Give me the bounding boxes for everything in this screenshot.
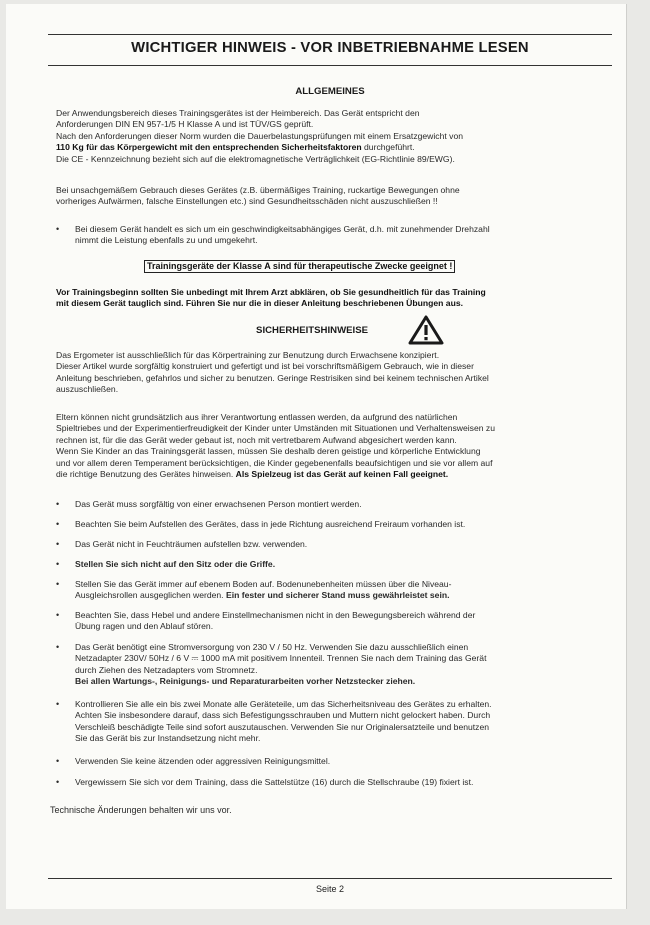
text-line: Anleitung beschrieben, gefahrlos und sicher zu benutzen. Geringe Restrisiken sind bei keinem technischen Artikel xyxy=(56,372,489,383)
bullet-marker: • xyxy=(56,699,60,709)
closing-note: Technische Änderungen behalten wir uns vor. xyxy=(50,805,232,815)
safety-paragraph-1 xyxy=(56,350,612,396)
text-line: durch Ziehen des Netzadapters vom Stromnetz. xyxy=(75,664,258,675)
bold-text: mit diesem Gerät tauglich sind. Führen Sie nur die in dieser Anleitung beschriebenen Übungen aus. xyxy=(56,298,464,309)
bullet-marker: • xyxy=(56,224,60,234)
section-heading-general: ALLGEMEINES xyxy=(295,86,365,97)
text-line: Beachten Sie beim Aufstellen des Gerätes, dass in jede Richtung ausreichend Freiraum vorhanden ist. xyxy=(75,519,466,529)
text-line: Bei unsachgemäßem Gebrauch dieses Gerätes (z.B. übermäßiges Training, ruckartige Bewegungen ohne xyxy=(56,185,460,195)
bullet-marker: • xyxy=(56,519,60,529)
section-heading-safety: SICHERHEITSHINWEISE xyxy=(256,325,368,336)
text-line: Das Ergometer ist ausschließlich für das Körpertraining zur Benutzung durch Erwachsene konzipiert. xyxy=(56,350,440,360)
text-line: Das Gerät muss sorgfältig von einer erwachsenen Person montiert werden. xyxy=(75,499,362,509)
text-span: Ausgleichsrollen ausgeglichen werden. xyxy=(75,590,226,601)
general-paragraph-3 xyxy=(56,287,612,310)
document-page xyxy=(6,4,626,909)
text-line xyxy=(56,287,612,298)
bullet-marker: • xyxy=(56,559,60,569)
text-line: Nach den Anforderungen dieser Norm wurden die Dauerbelastungsprüfungen mit einem Ersatzgewicht von xyxy=(56,130,464,141)
text-line: Das Gerät nicht in Feuchträumen aufstellen bzw. verwenden. xyxy=(75,539,308,549)
text-line: Achten Sie insbesondere darauf, dass sich Befestigungsschrauben und Muttern nicht gelockert haben. Durch xyxy=(75,710,491,721)
text-line: nimmt die Leistung ebenfalls zu und umgekehrt. xyxy=(75,235,258,246)
bullet-marker: • xyxy=(56,642,60,652)
text-line xyxy=(75,559,615,570)
text-line xyxy=(56,142,612,153)
text-line xyxy=(56,298,612,309)
text-line: Die CE - Kennzeichnung bezieht sich auf die elektromagnetische Verträglichkeit (EG-Richtlinie 89/EWG). xyxy=(56,153,455,164)
general-paragraph-1 xyxy=(56,108,612,165)
text-line: auszuschließen. xyxy=(56,384,119,395)
text-line: und vor allem deren Temperament berücksichtigen, die Kinder gegebenenfalls beaufsichtigen und sie vor allem auf xyxy=(56,457,493,468)
text-line: Das Gerät benötigt eine Stromversorgung von 230 V / 50 Hz. Verwenden Sie dazu ausschließlich einen xyxy=(75,642,469,652)
page-title: WICHTIGER HINWEIS - VOR INBETRIEBNAHME LESEN xyxy=(131,40,529,56)
bullet-marker: • xyxy=(56,539,60,549)
text-line: Anforderungen DIN EN 957-1/5 H Klasse A und ist TÜV/GS geprüft. xyxy=(56,119,314,130)
text-line xyxy=(75,676,615,687)
text-line: Stellen Sie das Gerät immer auf ebenem Boden auf. Bodenunebenheiten müssen über die Niveau- xyxy=(75,579,452,589)
text-line: Übung ragen und den Ablauf stören. xyxy=(75,621,214,632)
text-line: Verschleiß beschädigte Teile sind sofort auszutauschen. Verwenden Sie nur Originalersatzteile und benutzen xyxy=(75,721,490,732)
bullet-marker: • xyxy=(56,499,60,509)
bold-text: Stellen Sie sich nicht auf den Sitz oder die Griffe. xyxy=(75,559,276,569)
text-line: Kontrollieren Sie alle ein bis zwei Monate alle Geräteteile, um das Sicherheitsniveau des Gerätes zu erhalten. xyxy=(75,699,492,709)
text-line xyxy=(56,469,612,480)
text-line: Der Anwendungsbereich dieses Trainingsgerätes ist der Heimbereich. Das Gerät entspricht den xyxy=(56,108,420,118)
safety-paragraph-2 xyxy=(56,412,612,480)
bold-text: Bei allen Wartungs-, Reinigungs- und Reparaturarbeiten vorher Netzstecker ziehen. xyxy=(75,676,416,687)
text-line: Bei diesem Gerät handelt es sich um ein geschwindigkeitsabhängiges Gerät, d.h. mit zunehmender Drehzahl xyxy=(75,224,490,234)
text-line xyxy=(75,590,615,601)
bullet-marker: • xyxy=(56,579,60,589)
top-rule xyxy=(48,34,612,35)
title-underline xyxy=(48,65,612,66)
text-line: Eltern können nicht grundsätzlich aus ihrer Verantwortung entlassen werden, da aufgrund des natürlichen xyxy=(56,412,458,422)
text-line: rechnen ist, für die das Gerät weder gebaut ist, noch mit vertretbarem Aufwand abgesichert werden kann. xyxy=(56,434,457,445)
text-span: durchgeführt. xyxy=(361,142,415,153)
footer-rule xyxy=(48,878,612,879)
bold-text: Als Spielzeug ist das Gerät auf keinen Fall geeignet. xyxy=(235,469,449,480)
text-line: vorheriges Aufwärmen, falsche Einstellungen etc.) sind Gesundheitsschäden nicht auszuschließen !! xyxy=(56,196,438,207)
general-paragraph-2 xyxy=(56,185,612,208)
bullet-marker: • xyxy=(56,756,60,766)
page-number: Seite 2 xyxy=(315,884,345,894)
bullet-marker: • xyxy=(56,777,60,787)
bold-text: 110 Kg für das Körpergewicht mit den entsprechenden Sicherheitsfaktoren xyxy=(56,142,362,153)
bold-text: Ein fester und sicherer Stand muss gewährleistet sein. xyxy=(225,590,450,601)
text-line: Sie das Gerät bis zur Instandsetzung nicht mehr. xyxy=(75,733,261,744)
boxed-notice: Trainingsgeräte der Klasse A sind für therapeutische Zwecke geeignet ! xyxy=(144,260,455,273)
warning-triangle-icon xyxy=(408,315,444,345)
text-line: Verwenden Sie keine ätzenden oder aggressiven Reinigungsmittel. xyxy=(75,756,331,766)
text-line: Dieser Artikel wurde sorgfältig konstruiert und gefertigt und ist bei vorschriftsmäßigem Gebrauch, wie in dieser xyxy=(56,361,474,372)
text-line: Wenn Sie Kinder an das Trainingsgerät lassen, müssen Sie deshalb deren geistige und körperliche Entwicklung xyxy=(56,446,481,457)
text-line: Beachten Sie, dass Hebel und andere Einstellmechanismen nicht in den Bewegungsbereich während der xyxy=(75,610,476,620)
text-line: Netzadapter 230V/ 50Hz / 6 V ⎓ 1000 mA mit positivem Innenteil. Trennen Sie nach dem Training das Gerät xyxy=(75,653,487,664)
bold-text: Vor Trainingsbeginn sollten Sie unbedingt mit Ihrem Arzt abklären, ob Sie gesundheitlich für das Training xyxy=(56,287,486,297)
text-span: die richtige Benutzung des Gerätes hinweisen. xyxy=(56,469,236,480)
bullet-marker: • xyxy=(56,610,60,620)
text-line: Spieltriebes und der Experimentierfreudigkeit der Kinder unter Umständen mit Situationen und Verhaltensweisen zu xyxy=(56,423,496,434)
text-line: Vergewissern Sie sich vor dem Training, dass die Sattelstütze (16) durch die Stellschraube (19) fixiert ist. xyxy=(75,777,474,787)
